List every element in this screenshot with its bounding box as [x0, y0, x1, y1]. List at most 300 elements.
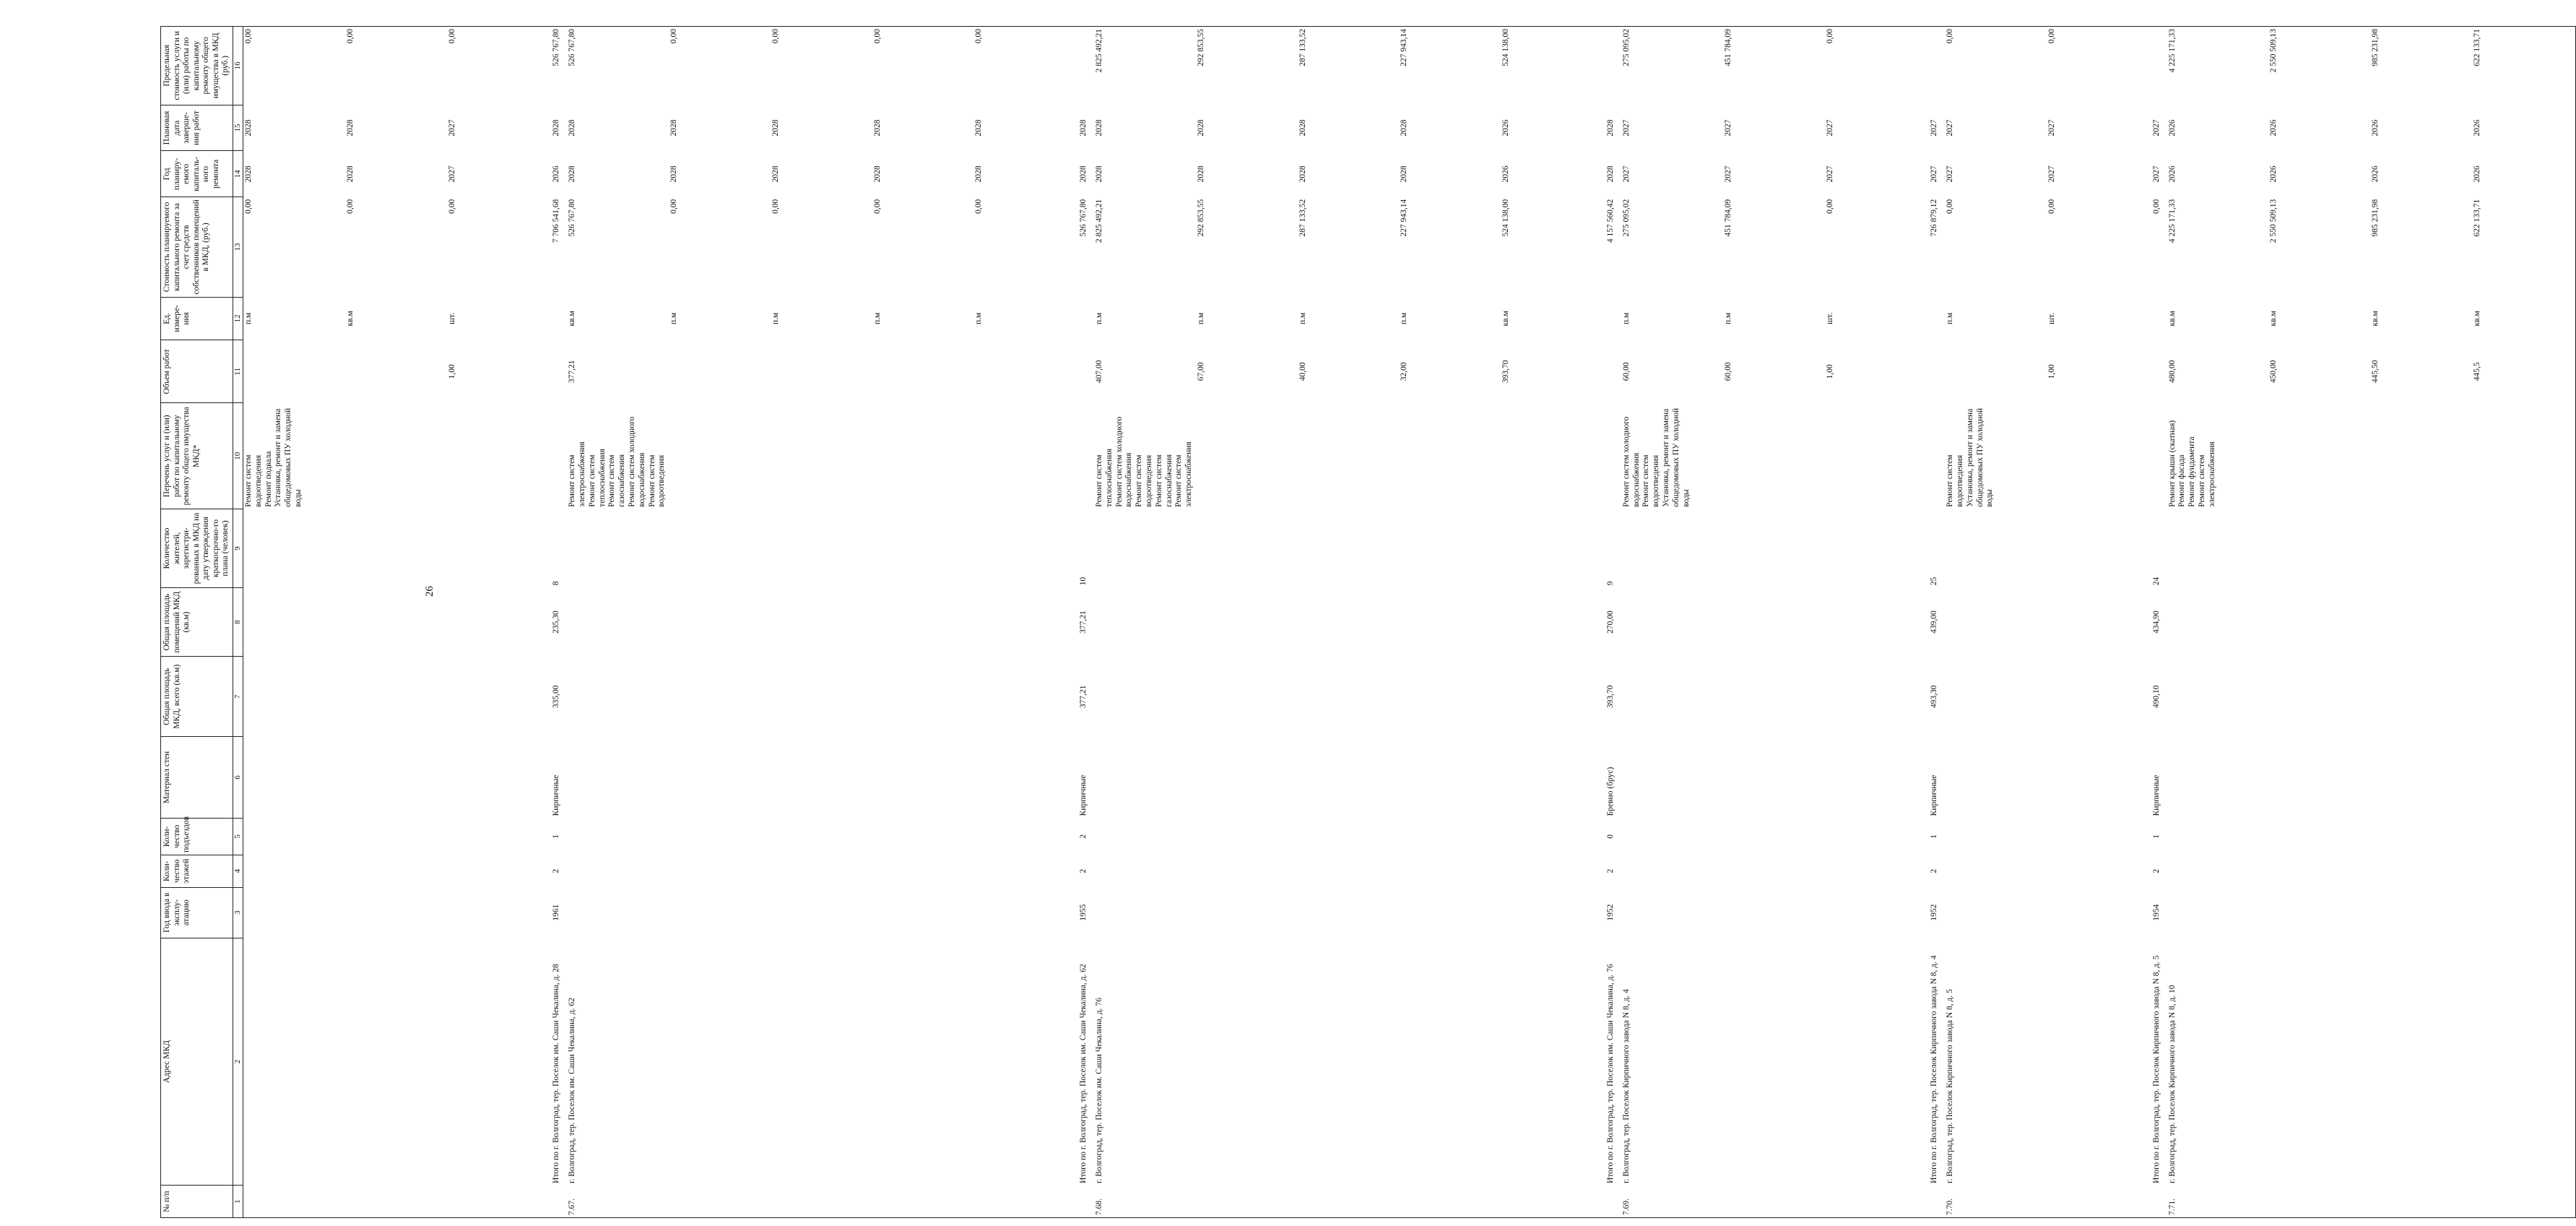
header-volume: Объем работ: [161, 340, 233, 403]
work-volume-cell: [243, 340, 550, 403]
total-area: 493,30: [1930, 685, 1939, 709]
premises-area: 270,00: [1606, 610, 1616, 634]
work-end: 2027: [447, 119, 456, 137]
year-built: 1952: [1606, 904, 1616, 921]
work-unit: п.м: [669, 312, 678, 325]
total-area: 335,00: [552, 685, 561, 709]
house-address: г. Волгоград, тер. Поселок им. Саши Чекалина, д. 76: [1095, 997, 1104, 1183]
work-cost: 0,00: [243, 199, 253, 214]
work-name: Ремонт систем электроснабжения: [1174, 441, 1194, 507]
work-year: 2028: [872, 165, 882, 183]
total-cost: 0,00: [2151, 199, 2161, 214]
work-unit: шт.: [2047, 312, 2056, 324]
premises-area: 235,30: [552, 610, 561, 634]
house-works-row: [1621, 27, 1927, 1218]
work-unit: кв.м: [2167, 311, 2177, 327]
total-address: Итого по г. Волгоград, тер. Поселок им. Саши Чекалина, д. 62: [1079, 964, 1088, 1183]
entrances: 2: [1079, 834, 1088, 839]
year-built: 1961: [552, 904, 561, 921]
row-number: 7.67.: [567, 1186, 1077, 1218]
work-volume: 445,5: [2472, 362, 2481, 381]
end-date: 2027: [1930, 119, 1939, 137]
work-limit: 227 943,14: [1400, 29, 1409, 66]
work-cost: 0,00: [345, 199, 355, 214]
work-unit: кв.м: [2371, 311, 2380, 327]
row-number: [2150, 1186, 2167, 1218]
work-volume: [974, 342, 1076, 401]
empty-cell: [243, 657, 550, 737]
total-cost: 526 767,80: [1079, 199, 1088, 237]
work-limit: 2 825 492,21: [1095, 29, 1104, 73]
work-volume: 1,00: [1825, 364, 1834, 379]
work-unit: п.м: [1946, 312, 1955, 325]
work-volume: [244, 342, 346, 401]
work-cost: 0,00: [669, 199, 678, 214]
empty-cell: [1094, 818, 1604, 855]
work-cost: 275 095,02: [1621, 199, 1631, 237]
work-unit: п.м: [1196, 312, 1205, 325]
house-address: г. Волгоград, тер. Поселок Кирпичного завода N 8, д. 10: [2167, 938, 2576, 1186]
work-limit: 985 231,98: [2371, 29, 2380, 66]
work-name: Установка, ремонт и замена общедомовых ПУ холодной воды: [1965, 407, 1995, 507]
work-volume: 480,00: [2167, 360, 2177, 384]
work-year-cell: [1621, 151, 1927, 197]
unit: [1077, 297, 1094, 340]
total-address: Итого по г. Волгоград, тер. Поселок им. Саши Чекалина, д. 76: [1606, 964, 1616, 1183]
work-year: 2028: [1095, 165, 1104, 183]
work-unit: п.м: [872, 312, 882, 325]
empty-cell: [2167, 855, 2576, 887]
residents: 9: [1606, 581, 1616, 586]
work-limit: 0,00: [2047, 29, 2056, 44]
page-number: 26: [424, 586, 435, 597]
total-area: 490,10: [2151, 685, 2161, 709]
work-cost: 0,00: [1825, 199, 1834, 214]
work-volume: [1946, 342, 2047, 401]
header-limit-cost: Предельная стоимость услуги и (или) работы по капитальному ремонту общего имущества в МКД (руб.): [161, 27, 233, 105]
work-year: 2027: [2047, 165, 2056, 183]
empty-cell: [567, 855, 1077, 887]
premises-area: 434,90: [2151, 610, 2161, 634]
work-unit-cell: [243, 297, 550, 340]
work-cost: 227 943,14: [1400, 199, 1409, 237]
work-volume-cell: [2167, 340, 2576, 403]
work-name: Установка, ремонт и замена общедомовых ПУ холодной воды: [274, 407, 303, 507]
work-volume: 407,00: [1095, 360, 1104, 384]
work-end: 2028: [568, 119, 577, 137]
header-total-area: Общая площадь МКД, всего (кв.м): [161, 657, 233, 737]
work-name-cell: [2167, 403, 2576, 509]
house-address: [243, 938, 550, 1186]
work-limit: 622 133,71: [2472, 29, 2481, 66]
unit: [1604, 297, 1621, 340]
rotated-table-container: [160, 26, 2481, 1218]
work-cost-cell: [2167, 197, 2576, 297]
end-date: 2028: [552, 119, 561, 137]
work-name: Ремонт систем холодного водоснабжения: [1621, 416, 1641, 507]
empty-cell: [567, 737, 1077, 819]
col-number: 13: [233, 197, 243, 297]
work-name: Ремонт систем холодного водоснабжения: [1114, 416, 1134, 507]
work-unit: кв.м: [2269, 311, 2278, 327]
row-number: [550, 1186, 567, 1218]
work-year-cell: [1094, 151, 1604, 197]
work-limit: 287 133,52: [1298, 29, 1307, 66]
work-name: Ремонт крыши (скатная): [2167, 420, 2177, 507]
empty-cell: [567, 509, 1077, 588]
work-volume: 60,00: [1723, 362, 1732, 381]
house-total-row: [550, 27, 567, 1218]
work-year-cell: [1945, 151, 2150, 197]
empty-cell: [1621, 855, 1927, 887]
work-end: 2028: [1196, 119, 1205, 137]
work-end: 2026: [2371, 119, 2380, 137]
work-name-cell: [243, 403, 550, 509]
empty-cell: [1945, 818, 2150, 855]
empty-cell: [1094, 737, 1604, 819]
entrances: 1: [552, 834, 561, 839]
work-volume: 450,00: [2269, 360, 2278, 384]
unit: [2150, 297, 2167, 340]
floors: 2: [2151, 868, 2161, 873]
work-name: Ремонт фасада: [2177, 454, 2187, 507]
header-address: Адрес МКД: [161, 938, 233, 1186]
work-volume: 377,21: [568, 360, 577, 384]
empty-cell: [567, 818, 1077, 855]
work-unit: п.м: [243, 312, 253, 325]
work-cost: 451 784,09: [1723, 199, 1732, 237]
work-unit: п.м: [1298, 312, 1307, 325]
residents: 25: [1930, 577, 1939, 586]
work-limit: 0,00: [1946, 29, 1955, 44]
work-volume: [873, 342, 975, 401]
row-number: [1604, 1186, 1621, 1218]
work-limit: 292 853,55: [1196, 29, 1205, 66]
empty-cell: [1094, 855, 1604, 887]
col-number: 8: [233, 587, 243, 657]
work-limit-cell: [243, 27, 550, 105]
empty-cell: [1621, 509, 1927, 588]
work-unit-cell: [1621, 297, 1927, 340]
work-end: 2027: [1723, 119, 1732, 137]
work-year: 2026: [2371, 165, 2380, 183]
total-cost: 7 706 541,68: [552, 199, 561, 243]
header-unit: Ед. измере-ния: [161, 297, 233, 340]
work-cost: 0,00: [771, 199, 780, 214]
house-total-row: [1077, 27, 1094, 1218]
work-volume: 445,50: [2371, 360, 2380, 384]
end-date: 2027: [2151, 119, 2161, 137]
empty-cell: [1621, 657, 1927, 737]
work-unit: п.м: [1400, 312, 1409, 325]
work-end-cell: [1945, 105, 2150, 151]
floors: 2: [1606, 868, 1616, 873]
work-year: 2028: [1400, 165, 1409, 183]
limit-cost: [1077, 27, 1094, 105]
work-cost: 985 231,98: [2371, 199, 2380, 237]
end-date: 2028: [1606, 119, 1616, 137]
empty-cell: [2167, 737, 2576, 819]
work-name: Установка, ремонт и замена общедомовых ПУ холодной воды: [1662, 407, 1691, 507]
residents: 24: [2151, 577, 2161, 586]
work-cost: 524 138,00: [1501, 199, 1511, 237]
works-list: [2150, 403, 2167, 509]
works-list: [1927, 403, 1945, 509]
work-unit-cell: [567, 297, 1077, 340]
house-total-row: [2150, 27, 2167, 1218]
row-number: 7.68.: [1094, 1186, 1604, 1218]
work-name: Ремонт систем водоотведения: [1135, 454, 1154, 507]
header-premises-area: Общая площадь помещений МКД (кв.м): [161, 587, 233, 657]
col-number: 10: [233, 403, 243, 509]
work-name: Ремонт систем водоотведения: [1642, 454, 1661, 507]
work-name: Ремонт систем газоснабжения: [1154, 454, 1174, 507]
row-number: 7.71.: [2167, 1186, 2576, 1218]
capital-repair-table: [160, 26, 2576, 1218]
empty-cell: [1094, 657, 1604, 737]
work-unit-cell: [1945, 297, 2150, 340]
work-limit: 0,00: [345, 29, 355, 44]
volume: [2150, 340, 2167, 403]
work-year: 2026: [2167, 165, 2177, 183]
work-year: 2028: [345, 165, 355, 183]
work-name: Ремонт систем водоотведения: [1946, 454, 1964, 507]
table-body: [243, 27, 2575, 1218]
work-end-cell: [1094, 105, 1604, 151]
total-address: Итого по г. Волгоград, тер. Поселок Кирпичного завода N 8, д. 4: [1930, 955, 1939, 1183]
work-name-cell: [1621, 403, 1927, 509]
col-number: 5: [233, 818, 243, 855]
entrances: 1: [2151, 834, 2161, 839]
residents: 8: [552, 581, 561, 586]
empty-cell: [243, 587, 550, 657]
work-cost: 622 133,71: [2472, 199, 2481, 237]
work-limit: 451 784,09: [1723, 29, 1732, 66]
work-name: Ремонт систем теплоснабжения: [1095, 449, 1114, 507]
work-name: Ремонт систем газоснабжения: [607, 454, 627, 507]
work-limit: 0,00: [447, 29, 456, 44]
header-planned-year: Год планиру-емого капиталь-ного ремонта: [161, 151, 233, 197]
work-year-cell: [243, 151, 550, 197]
work-volume: 60,00: [1621, 362, 1631, 381]
floors: 2: [1930, 868, 1939, 873]
work-volume: 40,00: [1298, 362, 1307, 381]
planned-year: 2027: [2151, 165, 2161, 183]
empty-cell: [243, 509, 550, 588]
empty-cell: [1094, 509, 1604, 588]
work-end: 2026: [1501, 119, 1511, 137]
empty-cell: [1621, 737, 1927, 819]
work-volume: [346, 342, 448, 401]
work-cost: 0,00: [872, 199, 882, 214]
house-address: г. Волгоград, тер. Поселок им. Саши Чекалина, д. 62: [568, 997, 577, 1183]
row-number: 7.69.: [1621, 1186, 1927, 1218]
wall-material: Кирпичные: [2151, 774, 2161, 816]
total-area: 393,70: [1606, 685, 1616, 709]
work-limit: 526 767,80: [568, 29, 577, 66]
house-works-row: [1945, 27, 2150, 1218]
empty-cell: [243, 737, 550, 819]
house-works-row: [243, 27, 550, 1218]
wall-material: Кирпичные: [1079, 774, 1088, 816]
work-year: 2027: [1825, 165, 1834, 183]
residents: 10: [1079, 577, 1088, 586]
house-address: г. Волгоград, тер. Поселок Кирпичного завода N 8, д. 5: [1946, 989, 1955, 1183]
work-volume: [669, 342, 771, 401]
volume: [1077, 340, 1094, 403]
work-cost: 0,00: [1946, 199, 1955, 214]
work-unit-cell: [2167, 297, 2576, 340]
work-volume-cell: [567, 340, 1077, 403]
header-floors: Коли-чество этажей: [161, 855, 233, 887]
col-number: 11: [233, 340, 243, 403]
work-end: 2028: [974, 119, 984, 137]
empty-cell: [567, 887, 1077, 938]
work-volume: 1,00: [2047, 364, 2056, 379]
empty-cell: [567, 657, 1077, 737]
house-works-row: [1094, 27, 1604, 1218]
col-number: 2: [233, 938, 243, 1186]
work-end: 2028: [345, 119, 355, 137]
work-cost-cell: [1621, 197, 1927, 297]
work-volume-cell: [1621, 340, 1927, 403]
house-address: г. Волгоград, тер. Поселок Кирпичного завода N 8, д. 4: [1621, 989, 1631, 1183]
entrances: 0: [1606, 834, 1616, 839]
work-cost: 287 133,52: [1298, 199, 1307, 237]
col-number: 14: [233, 151, 243, 197]
work-cost: 4 225 171,33: [2167, 199, 2177, 243]
header-end-date: Плановая дата заверше-ния работ: [161, 105, 233, 151]
work-unit: кв.м: [2472, 311, 2481, 327]
empty-cell: [567, 587, 1077, 657]
col-number: 12: [233, 297, 243, 340]
empty-cell: [1621, 587, 1927, 657]
total-address: Итого по г. Волгоград, тер. Поселок Кирпичного завода N 8, д. 5: [2151, 955, 2161, 1183]
total-cost: 726 879,12: [1930, 199, 1939, 237]
work-volume-cell: [1945, 340, 2150, 403]
work-limit-cell: [2167, 27, 2576, 105]
wall-material: Кирпичные: [552, 774, 561, 816]
col-number: 4: [233, 855, 243, 887]
entrances: 1: [1930, 834, 1939, 839]
work-limit: 2 550 509,13: [2269, 29, 2278, 73]
work-end: 2028: [1298, 119, 1307, 137]
row-number: [1927, 1186, 1945, 1218]
planned-year: 2028: [1606, 165, 1616, 183]
total-address: Итого по г. Волгоград, тер. Поселок им. Саши Чекалина, д. 28: [552, 964, 561, 1183]
work-cost: 0,00: [447, 199, 456, 214]
row-number: 7.70.: [1945, 1186, 2150, 1218]
work-end-cell: [243, 105, 550, 151]
total-cost: 4 157 560,42: [1606, 199, 1616, 243]
empty-cell: [1945, 887, 2150, 938]
work-name: Ремонт систем электроснабжения: [2197, 441, 2216, 507]
work-unit: кв.м: [568, 311, 577, 327]
work-cost: 0,00: [2047, 199, 2056, 214]
work-cost: 2 550 509,13: [2269, 199, 2278, 243]
unit: [550, 297, 567, 340]
work-year: 2028: [669, 165, 678, 183]
limit-cost: 526 767,80: [550, 27, 567, 105]
premises-area: 439,00: [1930, 610, 1939, 634]
work-year: 2026: [2269, 165, 2278, 183]
col-number: 7: [233, 657, 243, 737]
work-name: Ремонт систем теплоснабжения: [587, 449, 607, 507]
work-year: 2027: [1621, 165, 1631, 183]
planned-year: 2027: [1930, 165, 1939, 183]
works-list: [1604, 403, 1621, 509]
work-name: Ремонт фундамента: [2187, 436, 2197, 507]
work-cost-cell: [567, 197, 1077, 297]
work-limit: 0,00: [243, 29, 253, 44]
work-unit: кв.м: [345, 311, 355, 327]
work-year: 2028: [974, 165, 984, 183]
volume: [550, 340, 567, 403]
end-date: 2028: [1079, 119, 1088, 137]
work-year: 2028: [568, 165, 577, 183]
work-year: 2026: [2472, 165, 2481, 183]
limit-cost: [2150, 27, 2167, 105]
house-works-row: [567, 27, 1077, 1218]
work-end: 2027: [1946, 119, 1955, 137]
year-built: 1955: [1079, 904, 1088, 921]
header-residents: Количество жителей, зарегистри-рованных в МКД на дату утверждения краткосрочно-го плана (человек): [161, 509, 233, 588]
work-unit: шт.: [1825, 312, 1834, 324]
unit: [1927, 297, 1945, 340]
work-end: 2026: [2472, 119, 2481, 137]
work-limit: 0,00: [771, 29, 780, 44]
work-name: Ремонт систем холодного водоснабжения: [627, 416, 646, 507]
work-name-cell: [1094, 403, 1604, 509]
limit-cost: [1927, 27, 1945, 105]
col-number: 16: [233, 27, 243, 105]
planned-year: 2026: [552, 165, 561, 183]
year-built: 1952: [1930, 904, 1939, 921]
premises-area: 377,21: [1079, 610, 1088, 634]
work-name: Ремонт систем водоотведения: [243, 454, 263, 507]
row-number: [1077, 1186, 1094, 1218]
work-unit-cell: [1094, 297, 1604, 340]
work-year: 2027: [447, 165, 456, 183]
work-end: 2028: [669, 119, 678, 137]
work-volume: [771, 342, 873, 401]
work-year: 2027: [1723, 165, 1732, 183]
work-limit: 275 095,02: [1621, 29, 1631, 66]
empty-cell: [2167, 887, 2576, 938]
house-total-row: [1927, 27, 1945, 1218]
empty-cell: [1621, 887, 1927, 938]
work-unit: п.м: [1095, 312, 1104, 325]
work-end: 2027: [1825, 119, 1834, 137]
work-volume: 32,00: [1400, 362, 1409, 381]
works-list: [1077, 403, 1094, 509]
limit-cost: [1604, 27, 1621, 105]
work-year: 2028: [243, 165, 253, 183]
header-num: № п/п: [161, 1186, 233, 1218]
work-limit-cell: [1945, 27, 2150, 105]
work-year: 2028: [1298, 165, 1307, 183]
empty-cell: [1945, 587, 2150, 657]
work-unit: п.м: [1723, 312, 1732, 325]
work-end: 2027: [2047, 119, 2056, 137]
house-works-row: [2167, 27, 2576, 1218]
empty-cell: [1945, 509, 2150, 588]
work-name-cell: [567, 403, 1077, 509]
work-end: 2028: [1095, 119, 1104, 137]
row-number: [243, 1186, 550, 1218]
total-area: 377,21: [1079, 685, 1088, 709]
empty-cell: [2167, 657, 2576, 737]
